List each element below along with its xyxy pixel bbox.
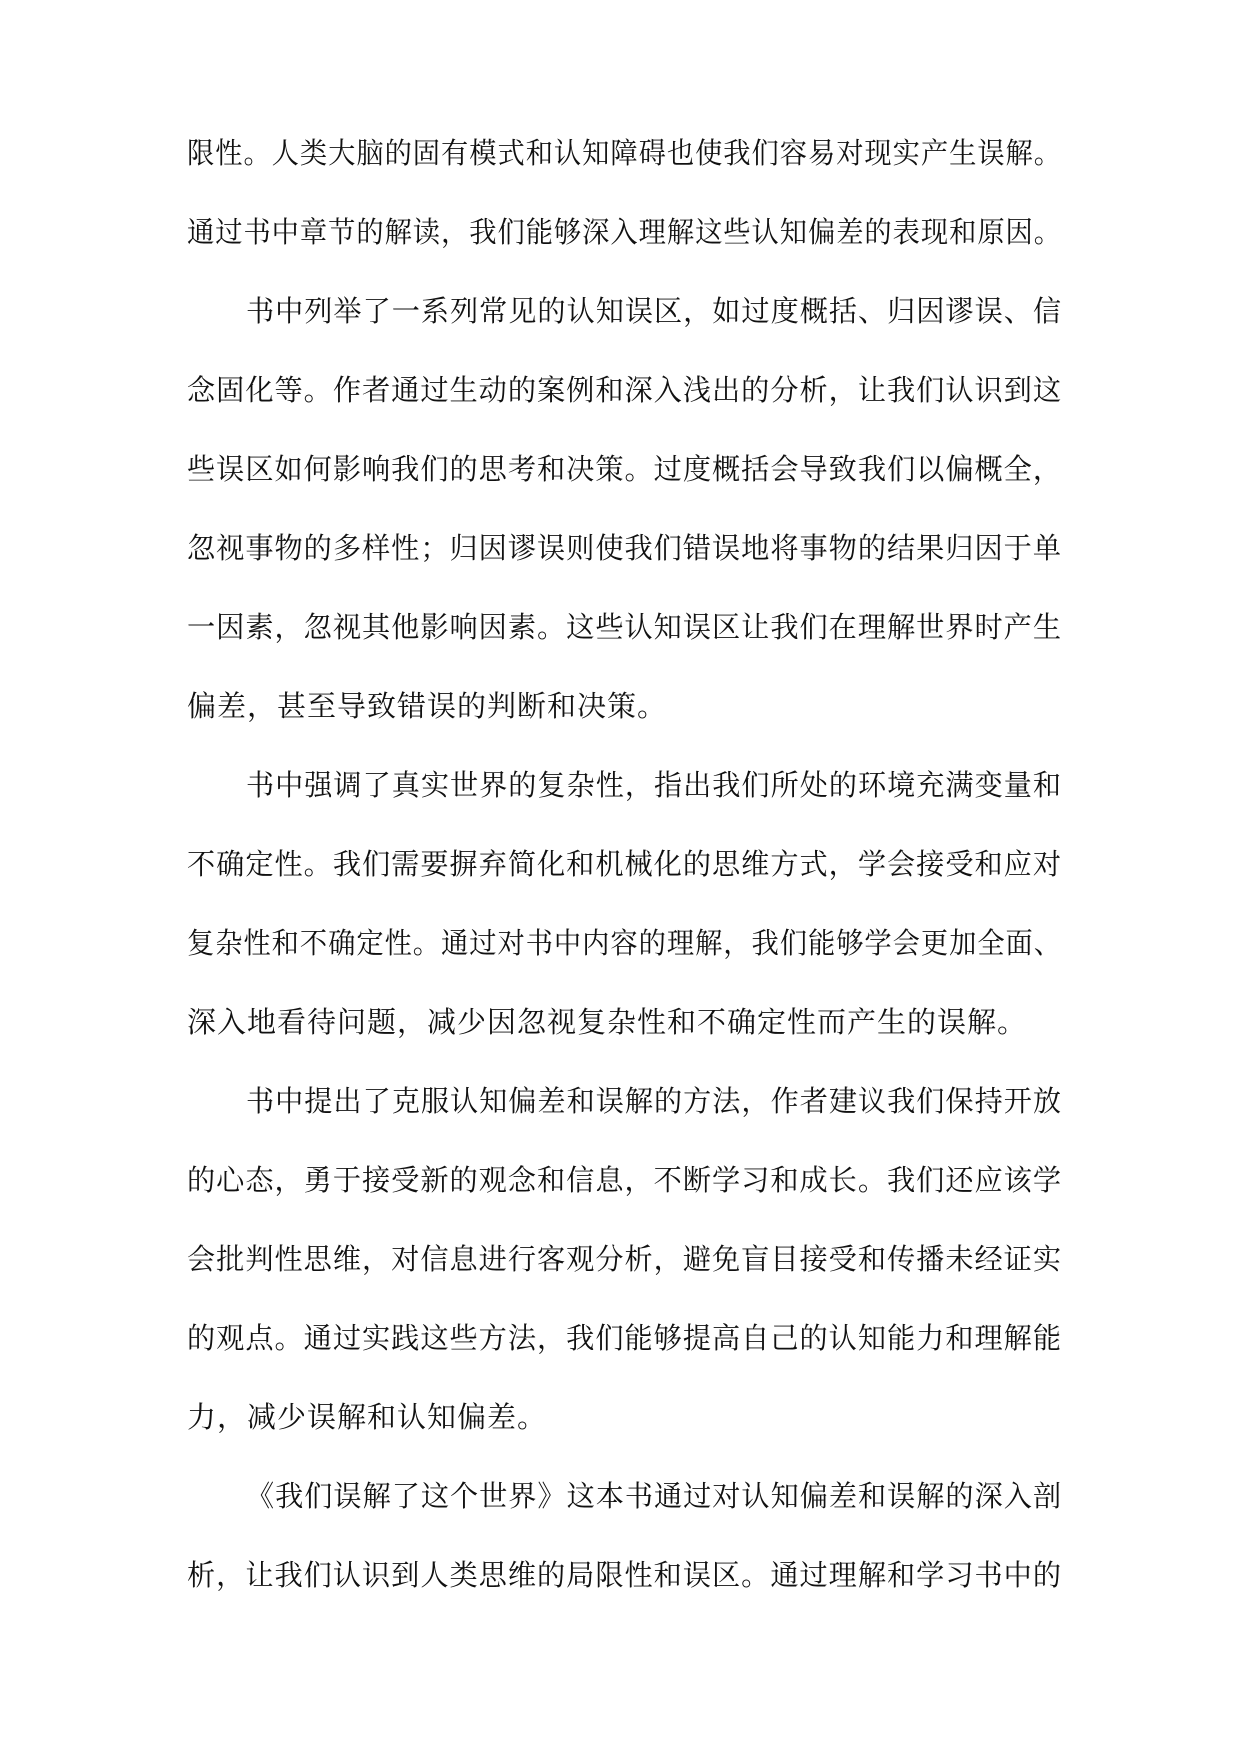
text-line: 的观点。通过实践这些方法，我们能够提高自己的认知能力和理解能 bbox=[187, 1321, 1063, 1355]
text-line: 会批判性思维，对信息进行客观分析，避免盲目接受和传播未经证实 bbox=[187, 1242, 1063, 1276]
text-line: 一因素，忽视其他影响因素。这些认知误区让我们在理解世界时产生 bbox=[187, 610, 1063, 644]
text-line: 的心态，勇于接受新的观念和信息，不断学习和成长。我们还应该学 bbox=[187, 1163, 1063, 1197]
text-line: 通过书中章节的解读，我们能够深入理解这些认知偏差的表现和原因。 bbox=[187, 215, 1063, 249]
text-line: 念固化等。作者通过生动的案例和深入浅出的分析，让我们认识到这 bbox=[187, 373, 1063, 407]
text-line: 力，减少误解和认知偏差。 bbox=[187, 1400, 548, 1434]
text-line: 偏差，甚至导致错误的判断和决策。 bbox=[187, 689, 668, 723]
paragraph-first-line: 《我们误解了这个世界》这本书通过对认知偏差和误解的深入剖 bbox=[246, 1479, 1063, 1513]
text-line: 深入地看待问题，减少因忽视复杂性和不确定性而产生的误解。 bbox=[187, 1005, 1028, 1039]
paragraph-first-line: 书中强调了真实世界的复杂性，指出我们所处的环境充满变量和 bbox=[246, 768, 1063, 802]
text-line: 复杂性和不确定性。通过对书中内容的理解，我们能够学会更加全面、 bbox=[187, 926, 1063, 960]
text-line: 不确定性。我们需要摒弃简化和机械化的思维方式，学会接受和应对 bbox=[187, 847, 1063, 881]
paragraph-first-line: 书中提出了克服认知偏差和误解的方法，作者建议我们保持开放 bbox=[246, 1084, 1063, 1118]
text-line: 些误区如何影响我们的思考和决策。过度概括会导致我们以偏概全， bbox=[187, 452, 1063, 486]
text-line: 忽视事物的多样性；归因谬误则使我们错误地将事物的结果归因于单 bbox=[187, 531, 1063, 565]
text-line: 析，让我们认识到人类思维的局限性和误区。通过理解和学习书中的 bbox=[187, 1558, 1063, 1592]
paragraph-first-line: 书中列举了一系列常见的认知误区，如过度概括、归因谬误、信 bbox=[246, 294, 1063, 328]
text-line: 限性。人类大脑的固有模式和认知障碍也使我们容易对现实产生误解。 bbox=[187, 136, 1063, 170]
